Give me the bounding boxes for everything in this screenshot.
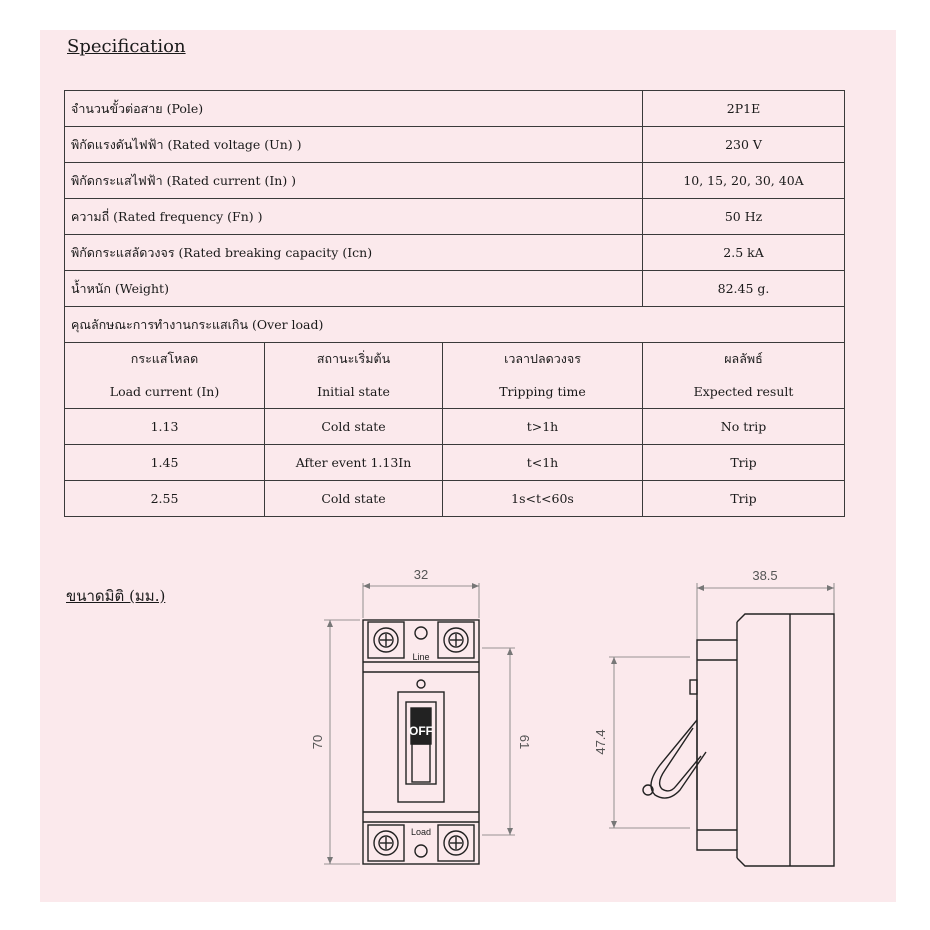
initial-state: Cold state	[265, 409, 443, 445]
front-width-label: 32	[413, 567, 429, 582]
side-view	[609, 583, 834, 866]
col-header-en: Load current (In)	[65, 376, 265, 409]
spec-label: น้ำหนัก (Weight)	[65, 271, 643, 307]
overload-title: คุณลักษณะการทำงานกระแสเกิน (Over load)	[65, 307, 845, 343]
spec-label: พิกัดกระแสลัดวงจร (Rated breaking capacity (Icn)	[65, 235, 643, 271]
expected-result: No trip	[643, 409, 845, 445]
spec-value: 2P1E	[643, 91, 845, 127]
load-current: 2.55	[65, 481, 265, 517]
load-current: 1.13	[65, 409, 265, 445]
terminal-top-label: Line	[412, 652, 430, 662]
page-title: Specification	[67, 36, 186, 57]
side-depth-label: 38.5	[752, 568, 778, 583]
col-header-en: Expected result	[643, 376, 845, 409]
col-header-th: สถานะเริ่มต้น	[265, 343, 443, 376]
tripping-time: t>1h	[443, 409, 643, 445]
expected-result: Trip	[643, 445, 845, 481]
initial-state: Cold state	[265, 481, 443, 517]
spec-value: 2.5 kA	[643, 235, 845, 271]
terminal-bottom-label: Load	[410, 827, 432, 837]
col-header-th: ผลลัพธ์	[643, 343, 845, 376]
col-header-th: เวลาปลดวงจร	[443, 343, 643, 376]
spec-value: 230 V	[643, 127, 845, 163]
dimensions-label: ขนาดมิติ (มม.)	[66, 587, 166, 605]
expected-result: Trip	[643, 481, 845, 517]
tripping-time: t<1h	[443, 445, 643, 481]
tripping-time: 1s<t<60s	[443, 481, 643, 517]
side-height-label: 47.4	[593, 729, 608, 755]
switch-label: OFF	[409, 724, 433, 738]
load-current: 1.45	[65, 445, 265, 481]
spec-value: 10, 15, 20, 30, 40A	[643, 163, 845, 199]
col-header-en: Initial state	[265, 376, 443, 409]
spec-value: 50 Hz	[643, 199, 845, 235]
col-header-th: กระแสโหลด	[65, 343, 265, 376]
front-inner-label: 61	[517, 734, 532, 750]
spec-label: พิกัดกระแสไฟฟ้า (Rated current (In) )	[65, 163, 643, 199]
initial-state: After event 1.13In	[265, 445, 443, 481]
front-height-label: 70	[310, 734, 325, 750]
spec-label: พิกัดแรงดันไฟฟ้า (Rated voltage (Un) )	[65, 127, 643, 163]
spec-value: 82.45 g.	[643, 271, 845, 307]
spec-label: จำนวนขั้วต่อสาย (Pole)	[65, 91, 643, 127]
col-header-en: Tripping time	[443, 376, 643, 409]
spec-label: ความถี่ (Rated frequency (Fn) )	[65, 199, 643, 235]
